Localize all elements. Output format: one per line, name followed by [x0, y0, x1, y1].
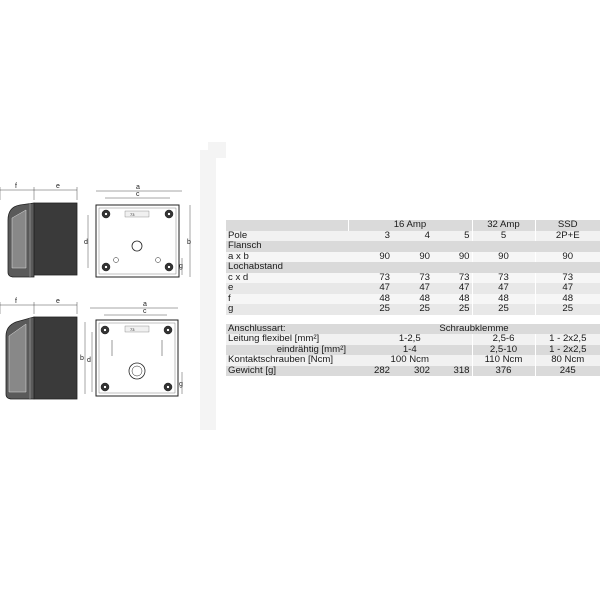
row-gewicht	[226, 366, 600, 377]
cell: 47	[432, 283, 472, 294]
cell: 25	[348, 304, 392, 315]
row-label: a x b	[226, 252, 348, 263]
cell: 47	[392, 283, 432, 294]
cell: 5	[432, 231, 472, 242]
cell: 25	[392, 304, 432, 315]
dim-b-top: b	[187, 239, 191, 246]
row-kontaktschrauben	[226, 355, 600, 366]
dim-g-top: g	[179, 263, 183, 270]
front-view-top	[88, 191, 190, 277]
cell: 4	[392, 231, 432, 242]
watermark-logo	[208, 150, 226, 430]
cell: 25	[535, 304, 600, 315]
row-label: Flansch	[226, 241, 600, 252]
dim-c-bottom: c	[143, 308, 147, 315]
cell: 376	[472, 366, 535, 377]
cell: 48	[392, 294, 432, 305]
cell: 48	[348, 294, 392, 305]
dim-b-bottom: b	[80, 355, 84, 362]
cell: 73	[392, 273, 432, 284]
cell: 73	[472, 273, 535, 284]
plate-mark-top: 73	[130, 212, 135, 217]
cell: 90	[392, 252, 432, 263]
cell: 3	[348, 231, 392, 242]
cell: 73	[432, 273, 472, 284]
row-eindraehtig	[226, 345, 600, 356]
cell: 48	[472, 294, 535, 305]
dim-e-top: e	[56, 183, 60, 190]
cell: 1 - 2x2,5	[535, 334, 600, 345]
cell: 1 - 2x2,5	[535, 345, 600, 356]
row-label: e	[226, 283, 348, 294]
dim-a-top: a	[136, 184, 140, 191]
spec-table	[226, 220, 600, 376]
row-lochabstand	[226, 262, 600, 273]
row-label: Leitung flexibel [mm²]	[226, 334, 348, 345]
dim-f-top: f	[15, 183, 17, 190]
cell: 5	[472, 231, 535, 242]
header-16-amp: 16 Amp	[348, 220, 472, 231]
cell: 318	[432, 366, 472, 377]
row-label: c x d	[226, 273, 348, 284]
cell: 100 Ncm	[348, 355, 472, 366]
cell: 90	[472, 252, 535, 263]
row-flansch	[226, 241, 600, 252]
header-32-amp: 32 Amp	[472, 220, 535, 231]
cell: 302	[392, 366, 432, 377]
cell: 90	[432, 252, 472, 263]
cell: 90	[535, 252, 600, 263]
table-header-row	[226, 220, 600, 231]
row-pole	[226, 231, 600, 242]
dim-g-bottom: g	[179, 381, 183, 388]
plate-mark-bottom: 73	[130, 327, 135, 332]
cell: 1-4	[348, 345, 472, 356]
row-spacer	[226, 315, 600, 324]
row-label: Pole	[226, 231, 348, 242]
cell: 25	[472, 304, 535, 315]
row-axb	[226, 252, 600, 263]
side-view-bottom	[0, 302, 77, 399]
cell: 48	[432, 294, 472, 305]
cell: 2P+E	[535, 231, 600, 242]
front-view-bottom	[85, 308, 182, 396]
row-label: g	[226, 304, 348, 315]
cell: 80 Ncm	[535, 355, 600, 366]
cell: 73	[348, 273, 392, 284]
row-f	[226, 294, 600, 305]
cell: 47	[472, 283, 535, 294]
row-label: Gewicht [g]	[226, 366, 348, 377]
header-ssd: SSD	[535, 220, 600, 231]
side-view-top	[0, 187, 77, 277]
cell: 245	[535, 366, 600, 377]
dim-a-bottom: a	[143, 301, 147, 308]
row-label: eindrähtig [mm²]	[226, 345, 348, 356]
cell: 48	[535, 294, 600, 305]
cell: 1-2,5	[348, 334, 472, 345]
dim-e-bottom: e	[56, 298, 60, 305]
cell: 73	[535, 273, 600, 284]
row-g	[226, 304, 600, 315]
row-label: Lochabstand	[226, 262, 600, 273]
dim-f-bottom: f	[15, 298, 17, 305]
cell: Schraubklemme	[348, 324, 600, 335]
row-e	[226, 283, 600, 294]
cell: 2,5-6	[472, 334, 535, 345]
row-label: Kontaktschrauben [Ncm]	[226, 355, 348, 366]
cell: 47	[535, 283, 600, 294]
dim-d-bottom: d	[87, 357, 91, 364]
dim-c-top: c	[136, 191, 140, 198]
cell: 282	[348, 366, 392, 377]
dim-d-top: d	[84, 239, 88, 246]
cell: 90	[348, 252, 392, 263]
row-label: f	[226, 294, 348, 305]
cell: 110 Ncm	[472, 355, 535, 366]
row-anschlussart	[226, 324, 600, 335]
cell: 2,5-10	[472, 345, 535, 356]
cell: 47	[348, 283, 392, 294]
row-leitung-flexibel	[226, 334, 600, 345]
technical-drawings	[0, 0, 226, 600]
cell: 25	[432, 304, 472, 315]
row-cxd	[226, 273, 600, 284]
row-label: Anschlussart:	[226, 324, 348, 335]
